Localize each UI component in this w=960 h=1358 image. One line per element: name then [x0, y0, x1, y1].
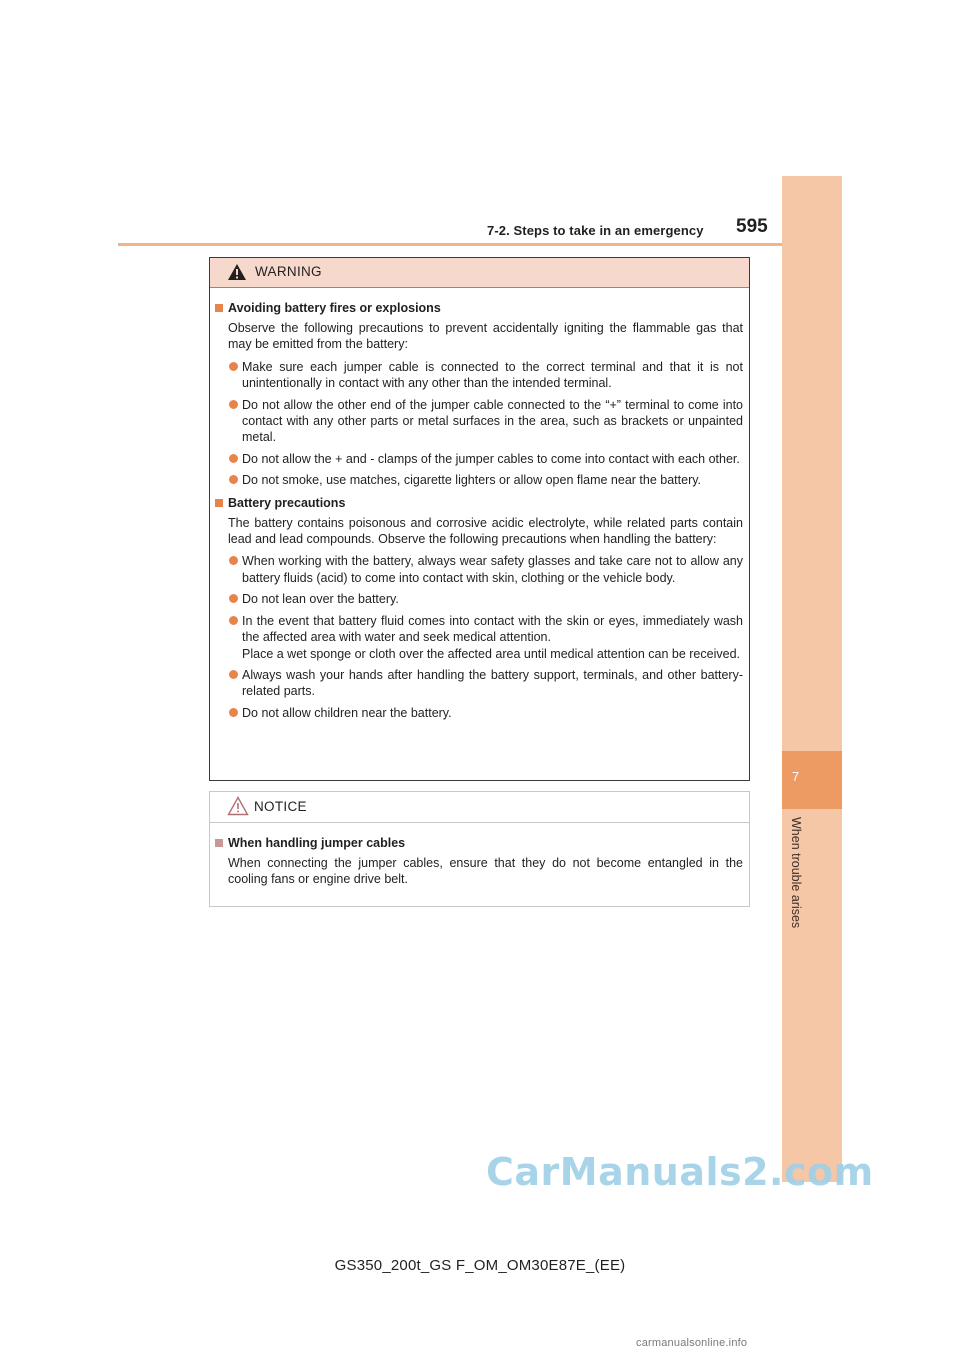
notice-box [209, 791, 750, 907]
section-title: Battery precautions [210, 494, 743, 512]
list-item: In the event that battery fluid comes into contact with the skin or eyes, immediately wash the affected area with water and seek medical attention. Place a wet sponge or cloth over the affected area until medical attention can be received. [210, 613, 743, 662]
bullet-dot-icon [229, 556, 238, 565]
chapter-side-tab [782, 176, 842, 1182]
list-item: Do not lean over the battery. [210, 591, 743, 607]
list-item: When working with the battery, always wear safety glasses and take care not to allow any battery fluids (acid) to come into contact with skin, clothing or the vehicle body. [210, 553, 743, 586]
list-item: Do not smoke, use matches, cigarette lighters or allow open flame near the battery. [210, 472, 743, 488]
bullet-dot-icon [229, 400, 238, 409]
bullet-dot-icon [229, 362, 238, 371]
caution-triangle-icon [227, 796, 249, 816]
notice-header [210, 792, 749, 823]
bullet-dot-icon [229, 454, 238, 463]
square-bullet-icon [215, 304, 223, 312]
list-item-continuation: Place a wet sponge or cloth over the affected area until medical attention can be received. [242, 646, 740, 661]
warning-label: WARNING [255, 264, 322, 279]
warning-body [210, 288, 749, 721]
header-section-title: 7-2. Steps to take in an emergency [487, 223, 704, 238]
chapter-number-box [782, 751, 842, 809]
page-number: 595 [736, 216, 768, 237]
bullet-dot-icon [229, 708, 238, 717]
section-title: Avoiding battery fires or explosions [210, 299, 743, 317]
header-rule [118, 243, 842, 246]
warning-triangle-icon [227, 263, 247, 281]
section-intro: Observe the following precautions to prevent accidentally igniting the flammable gas that may be emitted from the battery: [228, 321, 743, 352]
list-item: Do not allow the + and - clamps of the jumper cables to come into contact with each other. [210, 451, 743, 467]
bullet-dot-icon [229, 616, 238, 625]
section-intro: The battery contains poisonous and corrosive acidic electrolyte, while related parts contain lead and lead compounds. Observe the following precautions when handling the battery: [228, 515, 743, 547]
notice-body [210, 823, 749, 888]
chapter-number: 7 [791, 769, 800, 784]
bullet-dot-icon [229, 594, 238, 603]
list-item: Do not allow children near the battery. [210, 705, 743, 721]
list-item: Always wash your hands after handling the battery support, terminals, and other battery-related parts. [210, 667, 743, 700]
warning-header [210, 258, 749, 288]
section-title: When handling jumper cables [210, 834, 743, 852]
square-bullet-icon [215, 839, 223, 847]
bullet-dot-icon [229, 475, 238, 484]
notice-text: When connecting the jumper cables, ensure that they do not become entangled in the cooling fans or engine drive belt. [228, 856, 743, 887]
document-code: GS350_200t_GS F_OM_OM30E87E_(EE) [334, 1257, 626, 1274]
notice-label: NOTICE [254, 799, 307, 814]
list-item: Do not allow the other end of the jumper cable connected to the “+” terminal to come into contact with any other parts or metal surfaces in the area, such as brackets or unpainted metal. [210, 397, 743, 446]
footer-credit: carmanualsonline.info [636, 1337, 748, 1349]
list-item: Make sure each jumper cable is connected to the correct terminal and that it is not unintentionally in contact with any other than the intended terminal. [210, 359, 743, 392]
warning-box [209, 257, 750, 781]
watermark-logo: CarManuals2.com [486, 1150, 874, 1194]
bullet-dot-icon [229, 670, 238, 679]
chapter-title: When trouble arises [789, 817, 803, 929]
square-bullet-icon [215, 499, 223, 507]
